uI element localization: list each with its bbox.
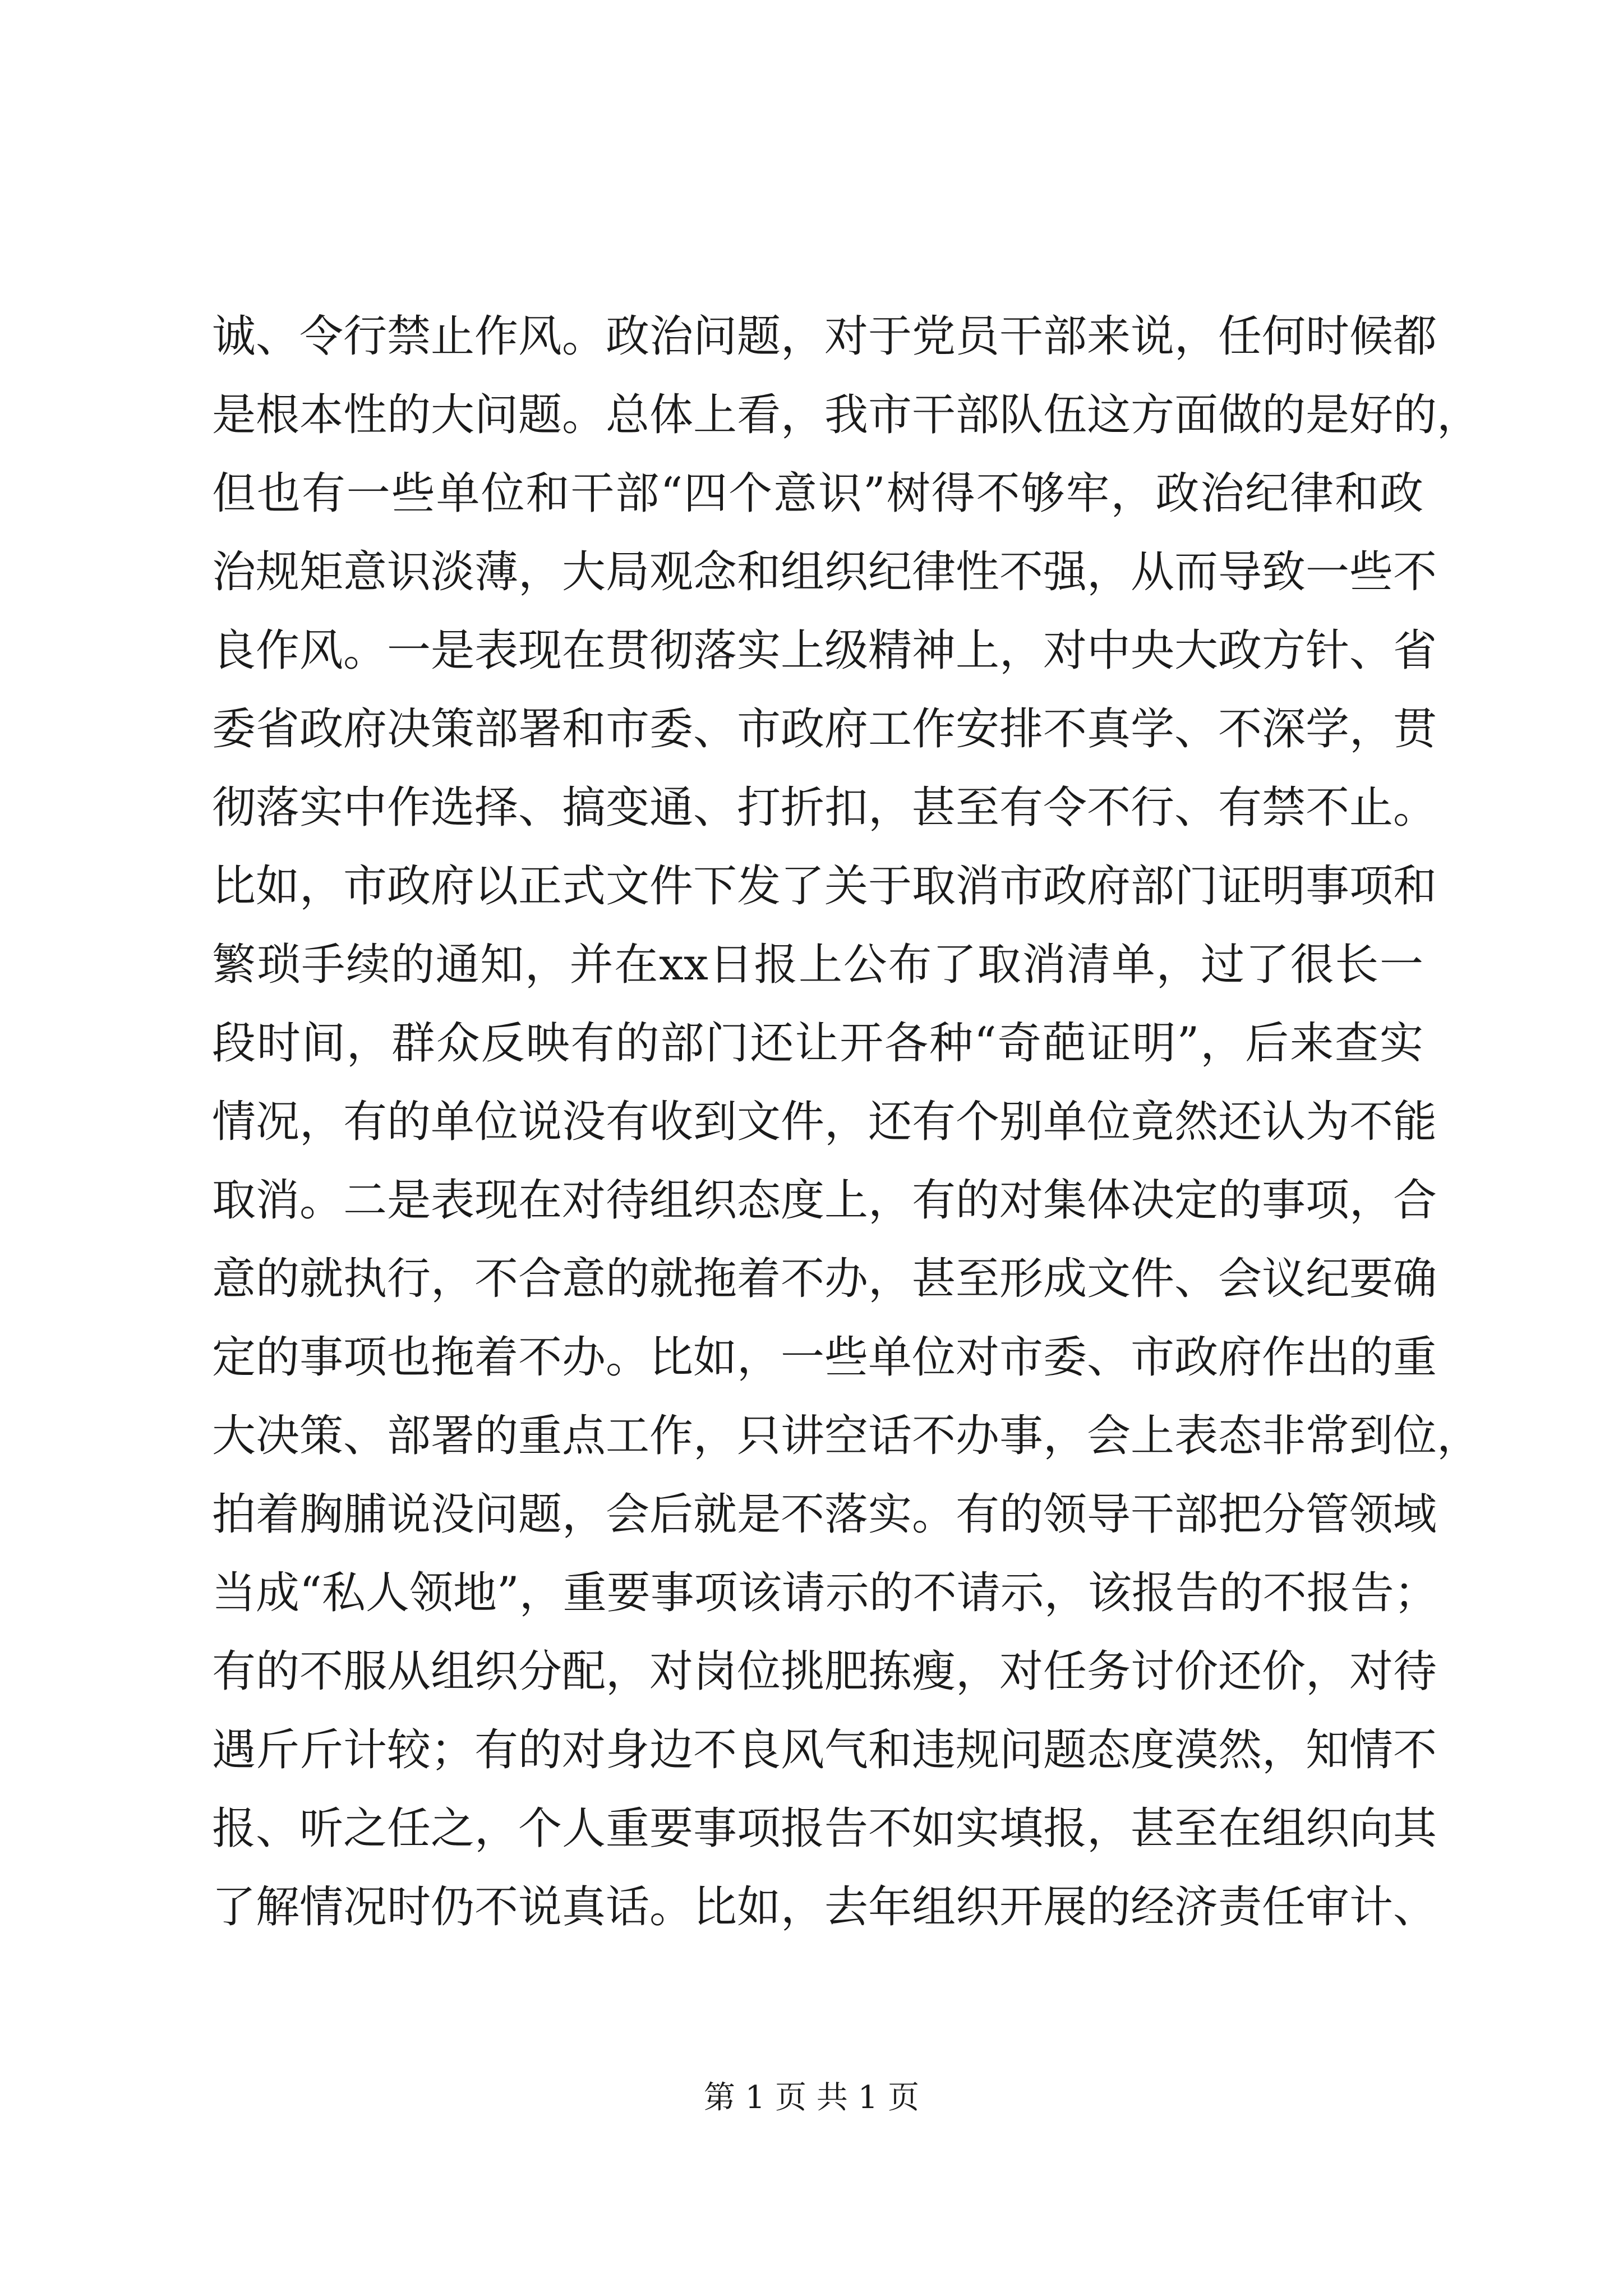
body-paragraph [212,297,1481,1947]
text-line: 遇斤斤计较；有的对身边不良风气和违规问题态度漠然，知情不 [212,1725,1437,1775]
text-line: 段时间，群众反映有的部门还让开各种“奇葩证明”，后来查实 [212,1018,1423,1069]
text-line: 繁琐手续的通知，并在xx日报上公布了取消清单，过了很长一 [212,940,1423,990]
text-line: 但也有一些单位和干部“四个意识”树得不够牢，政治纪律和政 [212,468,1423,519]
text-line: 彻落实中作选择、搞变通、打折扣，甚至有令不行、有禁不止。 [212,783,1437,833]
text-line: 良作风。一是表现在贯彻落实上级精神上，对中央大政方针、省 [212,625,1437,676]
text-line: 意的就执行，不合意的就拖着不办，甚至形成文件、会议纪要确 [212,1254,1437,1304]
text-line: 委省政府决策部署和市委、市政府工作安排不真学、不深学，贯 [212,704,1437,754]
text-line: 拍着胸脯说没问题，会后就是不落实。有的领导干部把分管领域 [212,1489,1437,1540]
text-line: 当成“私人领地”，重要事项该请示的不请示，该报告的不报告； [212,1568,1438,1618]
text-line: 治规矩意识淡薄，大局观念和组织纪律性不强，从而导致一些不 [212,547,1437,597]
text-line: 定的事项也拖着不办。比如，一些单位对市委、市政府作出的重 [212,1332,1437,1383]
text-line: 报、听之任之，个人重要事项报告不如实填报，甚至在组织向其 [212,1803,1437,1854]
text-line: 有的不服从组织分配，对岗位挑肥拣瘦，对任务讨价还价，对待 [212,1646,1437,1697]
text-line: 了解情况时仍不说真话。比如，去年组织开展的经济责任审计、 [212,1882,1437,1932]
text-line: 取消。二是表现在对待组织态度上，有的对集体决定的事项，合 [212,1175,1437,1226]
text-line: 是根本性的大问题。总体上看，我市干部队伍这方面做的是好的， [212,390,1481,440]
text-line: 情况，有的单位说没有收到文件，还有个别单位竟然还认为不能 [212,1097,1437,1147]
page-number-label: 第 1 页 共 1 页 [703,2079,920,2116]
text-line: 比如，市政府以正式文件下发了关于取消市政府部门证明事项和 [212,861,1437,912]
page-footer [0,2076,1623,2120]
text-line: 大决策、部署的重点工作，只讲空话不办事，会上表态非常到位， [212,1411,1481,1461]
text-line: 诚、令行禁止作风。政治问题，对于党员干部来说，任何时候都 [212,311,1437,362]
